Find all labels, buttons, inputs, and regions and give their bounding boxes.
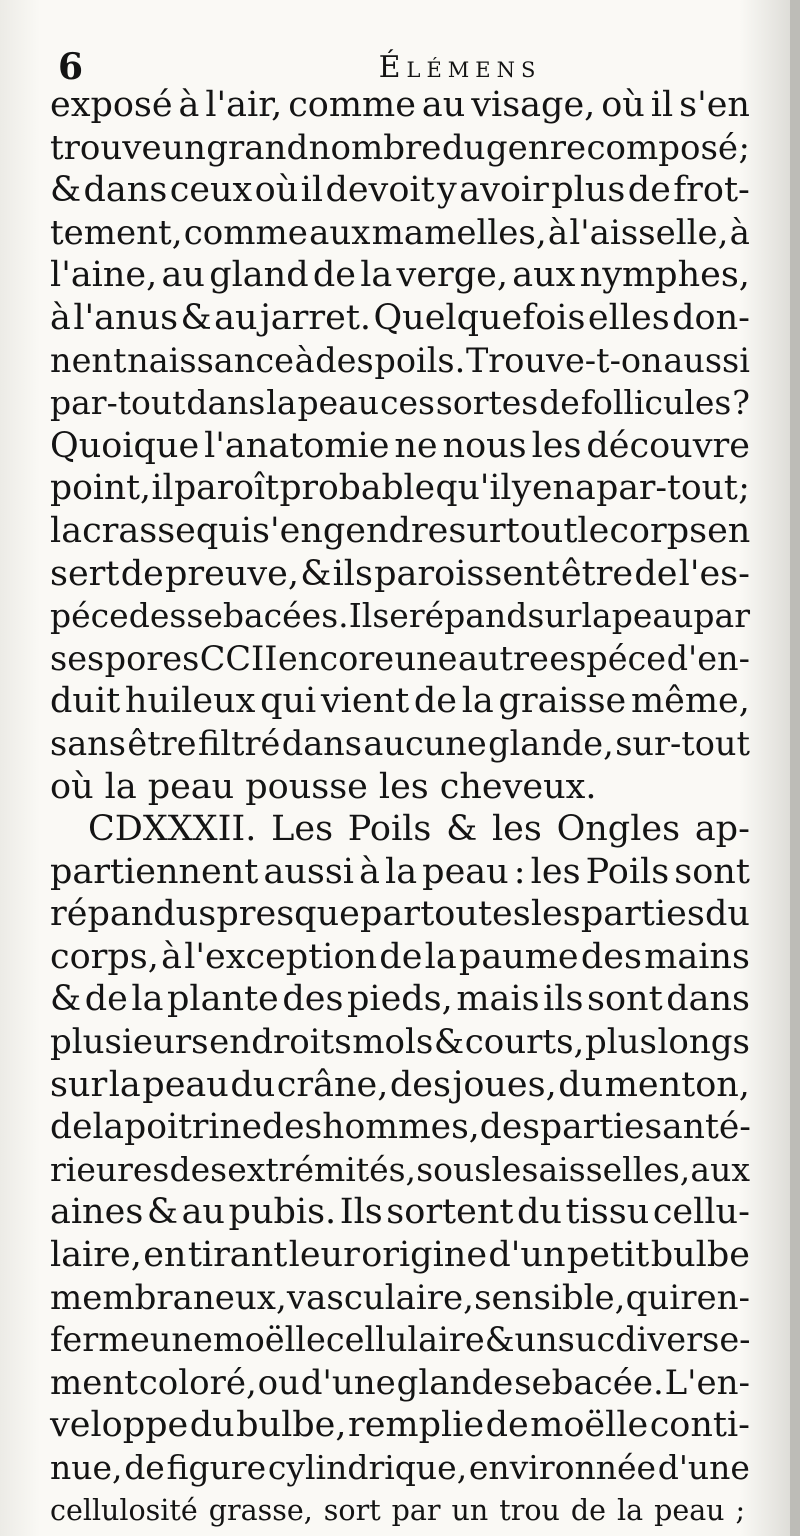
text-line: par-tout dans la peau ces sortes de follicules ?	[50, 383, 750, 423]
body-text	[50, 84, 750, 1532]
text-line: cellulosité grasse, sort par un trou de la peau ;	[50, 1493, 746, 1527]
text-line: & de la plante des pieds, mais ils sont dans	[50, 979, 750, 1020]
text-line: sans être filtré dans aucune glande, sur-tout	[50, 723, 750, 763]
text-line: de la poitrine des hommes, des parties anté-	[50, 1107, 751, 1148]
text-line: ses pores CCII encore une autre espéce d'en-	[50, 638, 750, 678]
text-line: à l'anus & au jarret. Quelquefois elles don-	[50, 297, 750, 338]
text-line: partiennent aussi à la peau : les Poils sont	[50, 851, 750, 892]
text-line: la crasse qui s'engendre sur tout le corps en	[50, 510, 751, 551]
text-line: l'aine, au gland de la verge, aux nymphes,	[50, 255, 750, 296]
text-line: laire, en tirant leur origine d'un petit bulbe	[50, 1235, 750, 1276]
page-header	[50, 46, 750, 86]
text-line: ment coloré, ou d'une glande sebacée. L'en-	[50, 1362, 750, 1403]
text-line: veloppe du bulbe, remplie de moëlle conti-	[50, 1405, 750, 1446]
text-line: membraneux, vasculaire, sensible, qui ren-	[50, 1277, 750, 1318]
running-head: Élémens	[378, 50, 542, 85]
text-line: duit huileux qui vient de la graisse même,	[50, 681, 750, 722]
text-line: nue, de figure cylindrique, environnée d'une	[50, 1448, 750, 1487]
text-line: point, il paroît probable qu'il y en a par-tout ;	[50, 468, 750, 509]
text-line: & dans ceux où il devoit y avoir plus de frot-	[50, 170, 750, 211]
text-line: CDXXXII. Les Poils & les Ongles ap-	[88, 809, 750, 850]
paragraph	[50, 808, 750, 1532]
page-edge	[790, 0, 800, 1536]
text-line: corps, à l'exception de la paume des mains	[50, 936, 750, 977]
text-line: où la peau pousse les cheveux.	[50, 766, 597, 807]
text-line: péce des sebacées. Il se répand sur la peau par	[50, 596, 750, 636]
paragraph	[50, 84, 750, 808]
text-line: Quoique l'anatomie ne nous les découvre	[50, 425, 750, 466]
text-line: sur la peau du crâne, des joues, du menton,	[50, 1064, 750, 1105]
text-line: plusieurs endroits mols & courts, plus longs	[50, 1022, 750, 1063]
text-line: tement, comme aux mamelles, à l'aisselle, à	[50, 212, 750, 253]
text-line: exposé à l'air, comme au visage, où il s'en	[50, 85, 750, 125]
text-line: répandus presque par toutes les parties du	[50, 894, 750, 935]
text-line: nent naissance à des poils. Trouve-t-on aussi	[50, 340, 750, 380]
text-line: trouve un grand nombre du genre composé ;	[50, 127, 750, 168]
page-number: 6	[58, 46, 84, 88]
text-line: rieures des extrémités, sous les aisselles, aux	[50, 1149, 750, 1189]
text-line: sert de preuve, & ils paroissent être de l'es-	[50, 553, 750, 594]
text-line: aines & au pubis. Ils sortent du tissu cellu-	[50, 1192, 750, 1233]
text-line: ferme une moëlle cellulaire & un suc diverse-	[50, 1320, 751, 1360]
